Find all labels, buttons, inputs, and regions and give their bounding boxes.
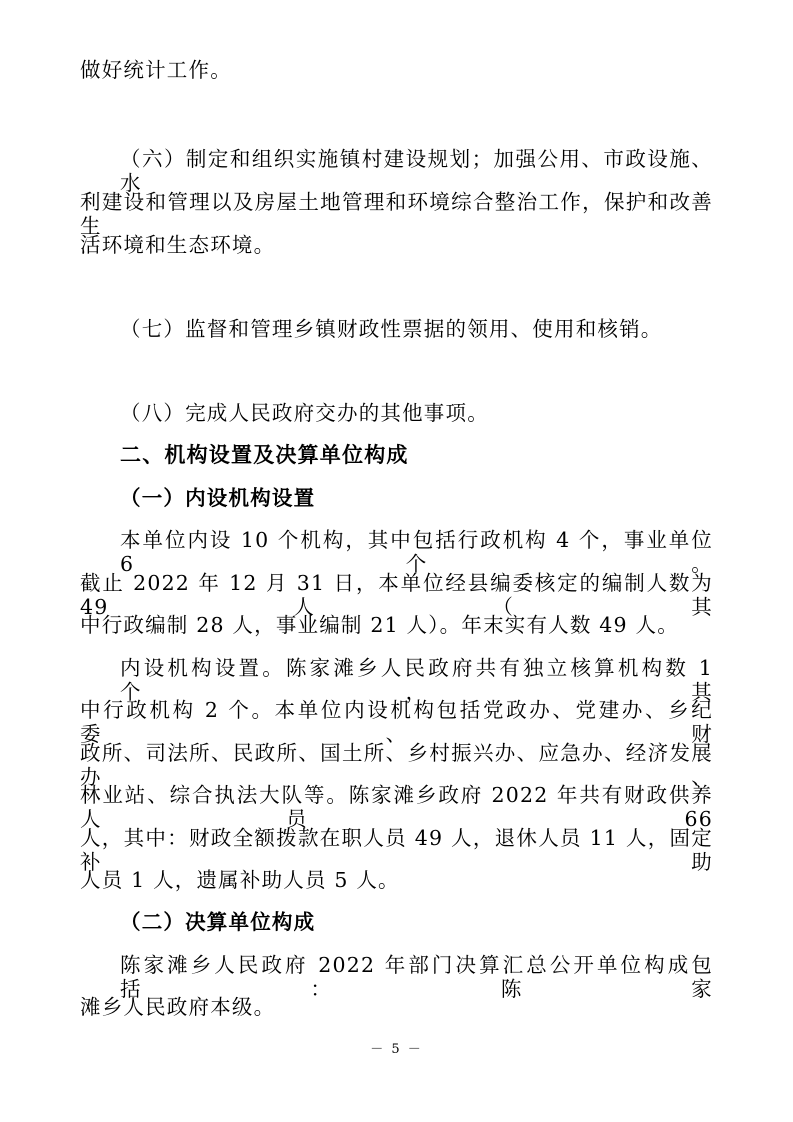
paragraph-line: 人员 1 人，遗属补助人员 5 人。	[80, 868, 400, 892]
paragraph-line: 活环境和生态环境。	[80, 233, 276, 257]
subsection-heading: （一）内设机构设置	[120, 486, 316, 510]
paragraph-line: （七）监督和管理乡镇财政性票据的领用、使用和核销。	[120, 317, 663, 341]
paragraph-line: 本单位内设 10 个机构，其中包括行政机构 4 个，事业单位 6 个。	[120, 528, 713, 576]
section-heading: 二、机构设置及决算单位构成	[120, 443, 409, 467]
paragraph-line: 利建设和管理以及房屋土地管理和环境综合整治工作，保护和改善生	[80, 190, 713, 238]
paragraph-line: 做好统计工作。	[80, 58, 232, 82]
paragraph-line: 政所、司法所、民政所、国土所、乡村振兴办、应急办、经济发展办、	[80, 741, 713, 789]
paragraph-line: 陈家滩乡人民政府 2022 年部门决算汇总公开单位构成包括：陈家	[120, 953, 713, 1001]
paragraph-line: （八）完成人民政府交办的其他事项。	[120, 401, 489, 425]
paragraph-line: 林业站、综合执法大队等。陈家滩乡政府 2022 年共有财政供养人员 66	[80, 783, 713, 831]
page-number: － 5 －	[370, 1042, 423, 1057]
paragraph-line: 中行政编制 28 人，事业编制 21 人）。年末实有人数 49 人。	[80, 613, 679, 637]
paragraph-line: 人，其中：财政全额拨款在职人员 49 人，退休人员 11 人，固定补助	[80, 826, 713, 874]
subsection-heading: （二）决算单位构成	[120, 910, 316, 934]
paragraph-line: 截止 2022 年 12 月 31 日，本单位经县编委核定的编制人数为 49 人（其	[80, 571, 713, 619]
paragraph-line: 中行政机构 2 个。本单位内设机构包括党政办、党建办、乡纪委、财	[80, 698, 713, 746]
paragraph-line: 内设机构设置。陈家滩乡人民政府共有独立核算机构数 1 个，其	[120, 656, 713, 704]
paragraph-line: 滩乡人民政府本级。	[80, 995, 276, 1019]
paragraph-line: （六）制定和组织实施镇村建设规划；加强公用、市政设施、水	[120, 147, 713, 195]
